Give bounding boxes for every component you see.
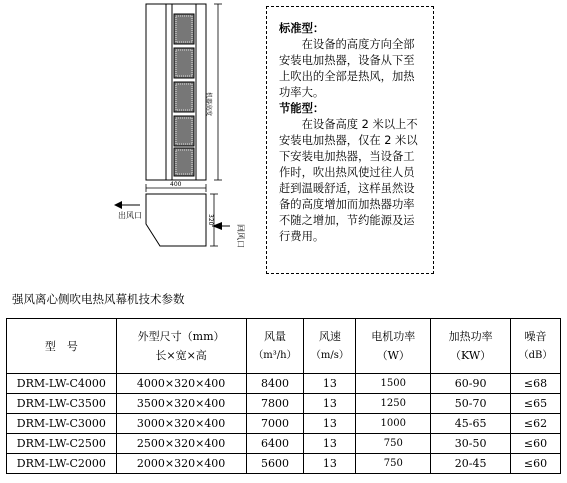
cell-heat: 30-50 xyxy=(431,434,511,454)
spec-table xyxy=(6,318,561,474)
cell-speed: 13 xyxy=(304,414,356,434)
depth-dimension-label: 320 xyxy=(207,214,214,226)
header-flow: 风量 （m³/h） xyxy=(246,319,304,374)
heater-panels xyxy=(174,14,194,176)
cell-flow: 7000 xyxy=(246,414,304,434)
cell-speed: 13 xyxy=(304,374,356,394)
cell-noise: ≤68 xyxy=(511,374,561,394)
saving-type-title: 节能型： xyxy=(279,102,325,115)
header-noise: 噪音 （dB） xyxy=(511,319,561,374)
cell-flow: 6400 xyxy=(246,434,304,454)
cell-noise: ≤60 xyxy=(511,454,561,474)
cell-flow: 8400 xyxy=(246,374,304,394)
header-size: 外型尺寸（mm） 长×宽×高 xyxy=(116,319,246,374)
cell-noise: ≤65 xyxy=(511,394,561,414)
saving-type-text: 在设备高度 2 米以上不安装电加热器，仅在 2 米以下安装电加热器，当设备工作时，吹出热风使过往人员赶到温暖舒适，这样虽然设备的高度增加而加热器功率不随之增加，节约能源及运行费用。 xyxy=(279,118,418,243)
table-header-row xyxy=(7,319,561,374)
table-row xyxy=(7,434,561,454)
header-model: 型 号 xyxy=(7,319,117,374)
cell-heat: 45-65 xyxy=(431,414,511,434)
cell-model: DRM-LW-C2500 xyxy=(7,434,117,454)
cell-size: 4000×320×400 xyxy=(116,374,246,394)
cell-noise: ≤60 xyxy=(511,434,561,454)
cell-heat: 50-70 xyxy=(431,394,511,414)
plan-view-outline xyxy=(146,194,206,246)
cell-model: DRM-LW-C3000 xyxy=(7,414,117,434)
inlet-label: 回风口 xyxy=(236,224,245,248)
cell-heat: 20-45 xyxy=(431,454,511,474)
cell-size: 3500×320×400 xyxy=(116,394,246,414)
outlet-label: 出风口 xyxy=(118,211,142,220)
cell-model: DRM-LW-C2000 xyxy=(7,454,117,474)
cell-flow: 5600 xyxy=(246,454,304,474)
table-row xyxy=(7,374,561,394)
cell-model: DRM-LW-C3500 xyxy=(7,394,117,414)
header-heat: 加热功率 （KW） xyxy=(431,319,511,374)
table-row xyxy=(7,394,561,414)
cell-motor: 750 xyxy=(356,454,431,474)
description-box xyxy=(266,6,434,274)
standard-type-title: 标准型： xyxy=(279,22,325,35)
cell-motor: 1500 xyxy=(356,374,431,394)
cell-size: 2000×320×400 xyxy=(116,454,246,474)
header-speed: 风速 （m/s） xyxy=(304,319,356,374)
cell-speed: 13 xyxy=(304,434,356,454)
cell-size: 3000×320×400 xyxy=(116,414,246,434)
width-dimension-label: 400 xyxy=(170,181,182,188)
cell-flow: 7800 xyxy=(246,394,304,414)
header-motor: 电机功率 （W） xyxy=(356,319,431,374)
technical-drawing xyxy=(100,0,260,248)
cell-motor: 1250 xyxy=(356,394,431,414)
cell-noise: ≤62 xyxy=(511,414,561,434)
cell-motor: 1000 xyxy=(356,414,431,434)
table-row xyxy=(7,454,561,474)
height-dimension-label: 机器高度 xyxy=(205,92,212,117)
cell-model: DRM-LW-C4000 xyxy=(7,374,117,394)
cell-speed: 13 xyxy=(304,394,356,414)
cell-size: 2500×320×400 xyxy=(116,434,246,454)
cell-motor: 750 xyxy=(356,434,431,454)
table-caption: 强风离心侧吹电热风幕机技术参数 xyxy=(12,292,185,306)
table-row xyxy=(7,414,561,434)
cell-speed: 13 xyxy=(304,454,356,474)
standard-type-text: 在设备的高度方向全部安装电加热器，设备从下至上吹出的全部是热风，加热功率大。 xyxy=(279,38,415,99)
cell-heat: 60-90 xyxy=(431,374,511,394)
